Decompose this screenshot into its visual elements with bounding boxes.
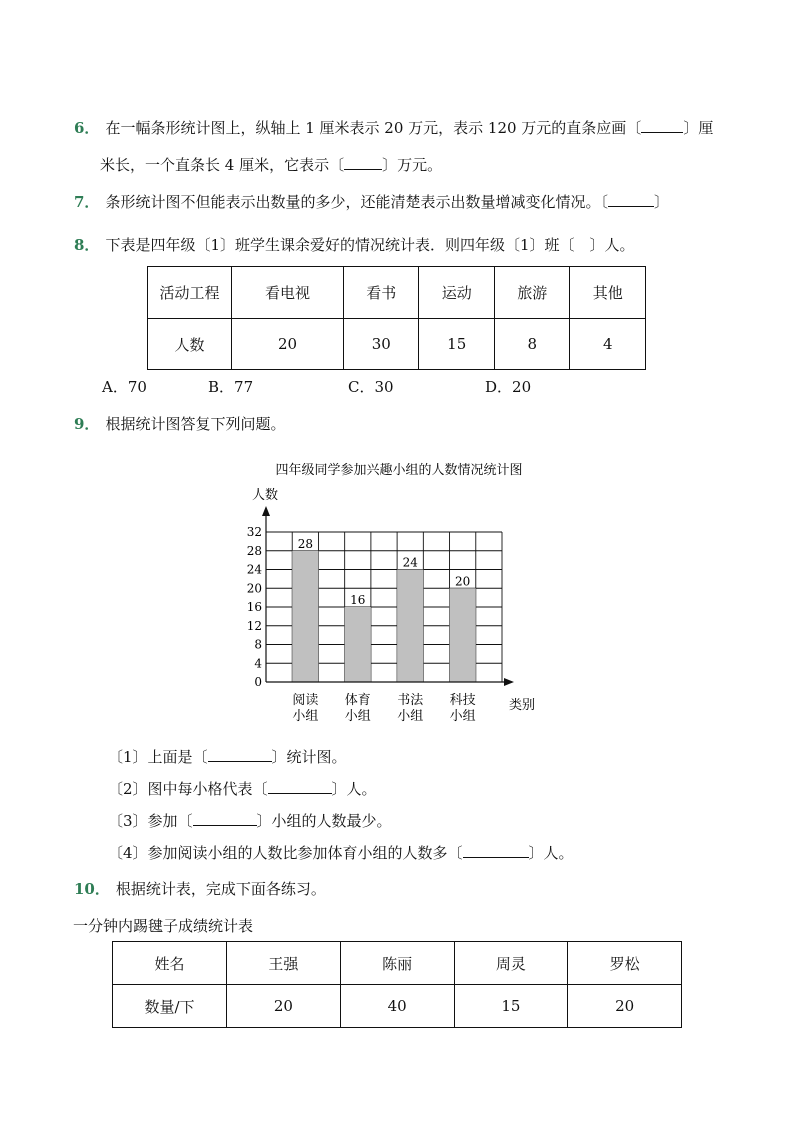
table-cell: 其他	[570, 267, 646, 319]
table-cell: 15	[419, 319, 494, 370]
subquestion-2	[108, 778, 377, 800]
table-cell: 陈丽	[340, 942, 454, 985]
question-text: 〔2〕图中每小格代表〔	[108, 780, 268, 798]
question-10	[74, 878, 326, 900]
question-text: 〔1〕上面是〔	[108, 748, 208, 766]
question-text: 条形统计图不但能表示出数量的多少，还能清楚表示出数量增减变化情况。〔	[105, 193, 608, 211]
bar-value-label: 16	[350, 593, 366, 607]
bar-value-label: 20	[455, 574, 471, 589]
y-tick-label: 16	[246, 600, 262, 614]
table-cell: 旅游	[494, 267, 569, 319]
answer-blank[interactable]	[641, 118, 683, 133]
category-label: 书法	[397, 692, 424, 707]
question-6-line-2	[100, 154, 442, 176]
table-cell: 看书	[344, 267, 419, 319]
option-a[interactable]: A．70	[102, 378, 147, 396]
x-axis-arrow	[504, 678, 514, 686]
table-cell: 4	[570, 319, 646, 370]
category-label: 小组	[449, 708, 476, 723]
table-row	[148, 319, 646, 370]
bar-value-label: 24	[402, 555, 418, 570]
question-9	[74, 413, 285, 435]
table-cell: 20	[568, 985, 682, 1028]
bar	[292, 551, 318, 682]
table-cell: 罗松	[568, 942, 682, 985]
answer-blank[interactable]	[463, 843, 529, 858]
table-cell: 王强	[227, 942, 341, 985]
hobby-table	[147, 266, 646, 370]
question-text: 〕小组的人数最少。	[256, 812, 392, 830]
question-text: 在一幅条形统计图上，纵轴上 1 厘米表示 20 万元，表示 120 万元的直条应画〔	[105, 119, 642, 137]
shuttlecock-table	[112, 941, 682, 1028]
question-text: 〕人。	[331, 780, 377, 798]
question-text: 米长，一个直条长 4 厘米，它表示〔	[100, 156, 345, 174]
answer-blank[interactable]	[344, 155, 382, 170]
answer-blank[interactable]	[193, 811, 257, 826]
question-number: 8．	[74, 236, 100, 254]
table-cell: 看电视	[232, 267, 344, 319]
question-8	[74, 234, 635, 256]
option-d[interactable]: D．20	[485, 378, 532, 396]
y-axis-arrow	[262, 506, 270, 516]
category-label: 科技	[449, 692, 476, 707]
answer-options	[102, 376, 531, 398]
question-number: 9．	[74, 415, 100, 433]
question-text: 〕	[653, 193, 669, 211]
y-tick-label: 8	[254, 637, 262, 652]
chart-bars	[292, 551, 476, 682]
table-row	[113, 985, 682, 1028]
table-header-row	[148, 267, 646, 319]
question-number: 10．	[74, 880, 110, 898]
table-cell: 数量/下	[113, 985, 227, 1028]
table-cell: 活动工程	[148, 267, 232, 319]
table-cell: 30	[344, 319, 419, 370]
bar	[450, 588, 476, 682]
category-label: 体育	[344, 692, 371, 707]
question-text: 〕万元。	[382, 156, 443, 174]
x-axis-label: 类别	[508, 697, 536, 712]
y-tick-label: 32	[246, 525, 262, 539]
category-label: 小组	[397, 708, 424, 723]
question-number: 7．	[74, 193, 100, 211]
table-cell: 姓名	[113, 942, 227, 985]
question-text: 根据统计图答复下列问题。	[105, 415, 286, 433]
bar-value-label: 28	[297, 536, 313, 551]
table-cell: 40	[340, 985, 454, 1028]
y-tick-label: 0	[254, 675, 262, 689]
question-text: 〕厘	[683, 119, 714, 137]
answer-blank[interactable]	[608, 192, 654, 207]
table-cell: 8	[494, 319, 569, 370]
table-cell: 人数	[148, 319, 232, 370]
question-text: 〕人。	[528, 844, 574, 862]
answer-blank[interactable]	[268, 779, 332, 794]
y-tick-label: 24	[246, 562, 262, 577]
question-text: 〕统计图。	[271, 748, 347, 766]
y-tick-label: 12	[246, 618, 262, 633]
option-b[interactable]: B．77	[208, 378, 254, 396]
subquestion-4	[108, 842, 574, 864]
option-c[interactable]: C．30	[348, 378, 394, 396]
table-cell: 运动	[419, 267, 494, 319]
question-6-line-1	[74, 117, 713, 139]
y-axis-label: 人数	[251, 487, 279, 502]
category-label: 阅读	[292, 692, 319, 707]
question-7	[74, 191, 669, 213]
category-label: 小组	[292, 708, 319, 723]
subquestion-1	[108, 746, 347, 768]
chart-title: 四年级同学参加兴趣小组的人数情况统计图	[275, 462, 523, 477]
table-title: 一分钟内踢毽子成绩统计表	[73, 917, 254, 935]
y-tick-label: 28	[246, 543, 262, 558]
y-tick-label: 20	[246, 581, 262, 596]
table-header-row	[113, 942, 682, 985]
question-text: 〔3〕参加〔	[108, 812, 193, 830]
question-number: 6．	[74, 119, 100, 137]
question-text: 下表是四年级〔1〕班学生课余爱好的情况统计表．则四年级〔1〕班〔 〕人。	[105, 236, 635, 254]
table-cell: 周灵	[454, 942, 568, 985]
table-cell: 20	[227, 985, 341, 1028]
table-cell: 20	[232, 319, 344, 370]
table-cell: 15	[454, 985, 568, 1028]
question-text: 根据统计表，完成下面各练习。	[115, 880, 326, 898]
y-tick-label: 4	[254, 656, 262, 671]
bar-chart	[0, 450, 794, 750]
answer-blank[interactable]	[208, 747, 272, 762]
subquestion-3	[108, 810, 392, 832]
category-label: 小组	[344, 708, 371, 723]
question-text: 〔4〕参加阅读小组的人数比参加体育小组的人数多〔	[108, 844, 463, 862]
